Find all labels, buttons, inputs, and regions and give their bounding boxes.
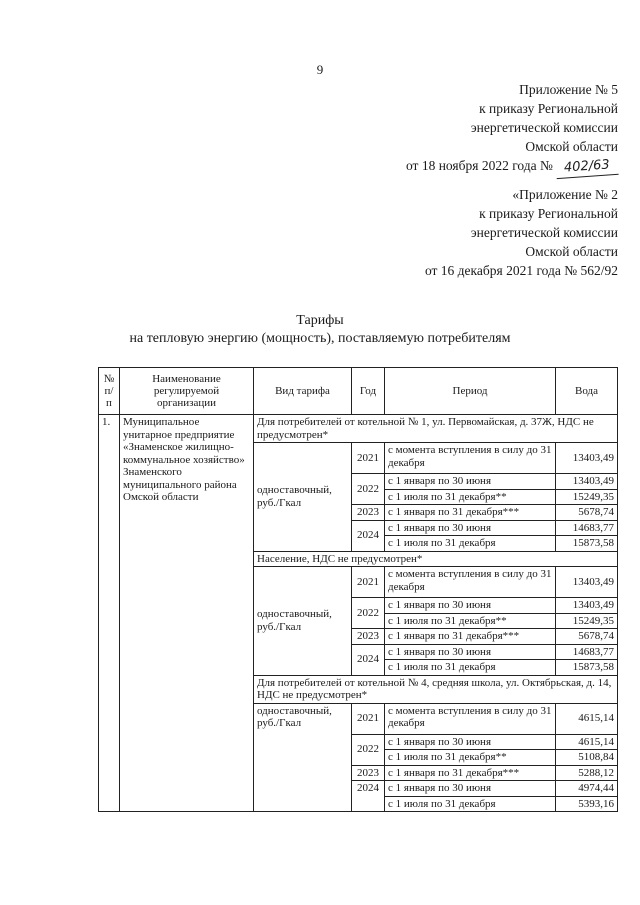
year-cell: 2024 bbox=[352, 520, 385, 551]
tariff-type: одноставочный, руб./Гкал bbox=[254, 703, 352, 812]
handwritten-order-number: 402/63 bbox=[556, 155, 619, 179]
appendix-2-line: от 16 декабря 2021 года № 562/92 bbox=[424, 263, 618, 278]
organization-name: Муниципальное унитарное предприятие «Знаменское жилищно-коммунальное хозяйство» Знаменского муниципального района Омской области bbox=[120, 415, 254, 812]
year-cell: 2024 bbox=[352, 781, 385, 812]
period-cell: с 1 января по 30 июня bbox=[385, 520, 556, 536]
appendix-5-line: к приказу Региональной bbox=[479, 101, 618, 116]
group-heading: Для потребителей от котельной № 4, средняя школа, ул. Октябрьская, д. 14, НДС не предусмотрен* bbox=[254, 675, 618, 703]
year-cell: 2022 bbox=[352, 598, 385, 629]
period-cell: с 1 июля по 31 декабря** bbox=[385, 489, 556, 505]
appendix-5-line: энергетической комиссии bbox=[470, 120, 618, 135]
title-subtitle: на тепловую энергию (мощность), поставляемую потребителям bbox=[129, 331, 511, 346]
water-value: 15249,35 bbox=[556, 489, 618, 505]
period-cell: с момента вступления в силу до 31 декабря bbox=[385, 567, 556, 598]
table-header-row bbox=[99, 368, 618, 415]
appendix-5-date-line bbox=[406, 156, 618, 177]
appendix-5-block bbox=[406, 80, 618, 177]
water-value: 14683,77 bbox=[556, 644, 618, 660]
year-cell: 2021 bbox=[352, 567, 385, 598]
period-cell: с 1 июля по 31 декабря** bbox=[385, 613, 556, 629]
water-value: 4974,44 bbox=[556, 781, 618, 797]
water-value: 5108,84 bbox=[556, 750, 618, 766]
water-value: 14683,77 bbox=[556, 520, 618, 536]
year-cell: 2023 bbox=[352, 505, 385, 521]
tariff-type: одноставочный, руб./Гкал bbox=[254, 443, 352, 552]
water-value: 4615,14 bbox=[556, 703, 618, 734]
period-cell: с 1 января по 31 декабря*** bbox=[385, 629, 556, 645]
period-cell: с 1 июля по 31 декабря** bbox=[385, 750, 556, 766]
water-value: 5288,12 bbox=[556, 765, 618, 781]
period-cell: с 1 января по 31 декабря*** bbox=[385, 765, 556, 781]
year-cell: 2023 bbox=[352, 765, 385, 781]
period-cell: с 1 января по 30 июня bbox=[385, 474, 556, 490]
year-cell: 2024 bbox=[352, 644, 385, 675]
table-row bbox=[99, 415, 618, 443]
water-value: 15873,58 bbox=[556, 536, 618, 552]
appendix-5-line: Приложение № 5 bbox=[519, 82, 618, 97]
appendix-5-date: от 18 ноября 2022 года № bbox=[405, 158, 553, 173]
col-header-tariff-type: Вид тарифа bbox=[254, 368, 352, 415]
appendix-2-line: «Приложение № 2 bbox=[512, 187, 618, 202]
col-header-num: № п/п bbox=[99, 368, 120, 415]
year-cell: 2022 bbox=[352, 474, 385, 505]
year-cell: 2021 bbox=[352, 443, 385, 474]
period-cell: с 1 января по 30 июня bbox=[385, 734, 556, 750]
appendix-5-line: Омской области bbox=[525, 139, 618, 154]
period-cell: с 1 июля по 31 декабря bbox=[385, 796, 556, 812]
document-title bbox=[0, 312, 640, 348]
period-cell: с момента вступления в силу до 31 декабря bbox=[385, 443, 556, 474]
period-cell: с 1 июля по 31 декабря bbox=[385, 536, 556, 552]
col-header-water: Вода bbox=[556, 368, 618, 415]
row-number: 1. bbox=[99, 415, 120, 812]
year-cell: 2021 bbox=[352, 703, 385, 734]
appendix-2-line: к приказу Региональной bbox=[479, 206, 618, 221]
appendix-2-line: энергетической комиссии bbox=[470, 225, 618, 240]
water-value: 13403,49 bbox=[556, 474, 618, 490]
appendix-2-block bbox=[425, 185, 618, 280]
water-value: 15873,58 bbox=[556, 660, 618, 676]
water-value: 5393,16 bbox=[556, 796, 618, 812]
water-value: 4615,14 bbox=[556, 734, 618, 750]
col-header-period: Период bbox=[385, 368, 556, 415]
year-cell: 2023 bbox=[352, 629, 385, 645]
period-cell: с 1 июля по 31 декабря bbox=[385, 660, 556, 676]
period-cell: с 1 января по 30 июня bbox=[385, 598, 556, 614]
tariff-table bbox=[98, 367, 618, 812]
tariff-type: одноставочный, руб./Гкал bbox=[254, 567, 352, 676]
group-heading: Для потребителей от котельной № 1, ул. Первомайская, д. 37Ж, НДС не предусмотрен* bbox=[254, 415, 618, 443]
water-value: 13403,49 bbox=[556, 443, 618, 474]
group-heading: Население, НДС не предусмотрен* bbox=[254, 551, 618, 567]
appendix-2-line: Омской области bbox=[525, 244, 618, 259]
water-value: 13403,49 bbox=[556, 567, 618, 598]
year-cell: 2022 bbox=[352, 734, 385, 765]
title-line: Тарифы bbox=[296, 313, 344, 328]
col-header-organization: Наименование регулируемой организации bbox=[120, 368, 254, 415]
period-cell: с 1 января по 30 июня bbox=[385, 644, 556, 660]
water-value: 5678,74 bbox=[556, 505, 618, 521]
period-cell: с 1 января по 30 июня bbox=[385, 781, 556, 797]
water-value: 15249,35 bbox=[556, 613, 618, 629]
water-value: 13403,49 bbox=[556, 598, 618, 614]
period-cell: с момента вступления в силу до 31 декабря bbox=[385, 703, 556, 734]
col-header-year: Год bbox=[352, 368, 385, 415]
page-number: 9 bbox=[316, 62, 324, 77]
water-value: 5678,74 bbox=[556, 629, 618, 645]
period-cell: с 1 января по 31 декабря*** bbox=[385, 505, 556, 521]
